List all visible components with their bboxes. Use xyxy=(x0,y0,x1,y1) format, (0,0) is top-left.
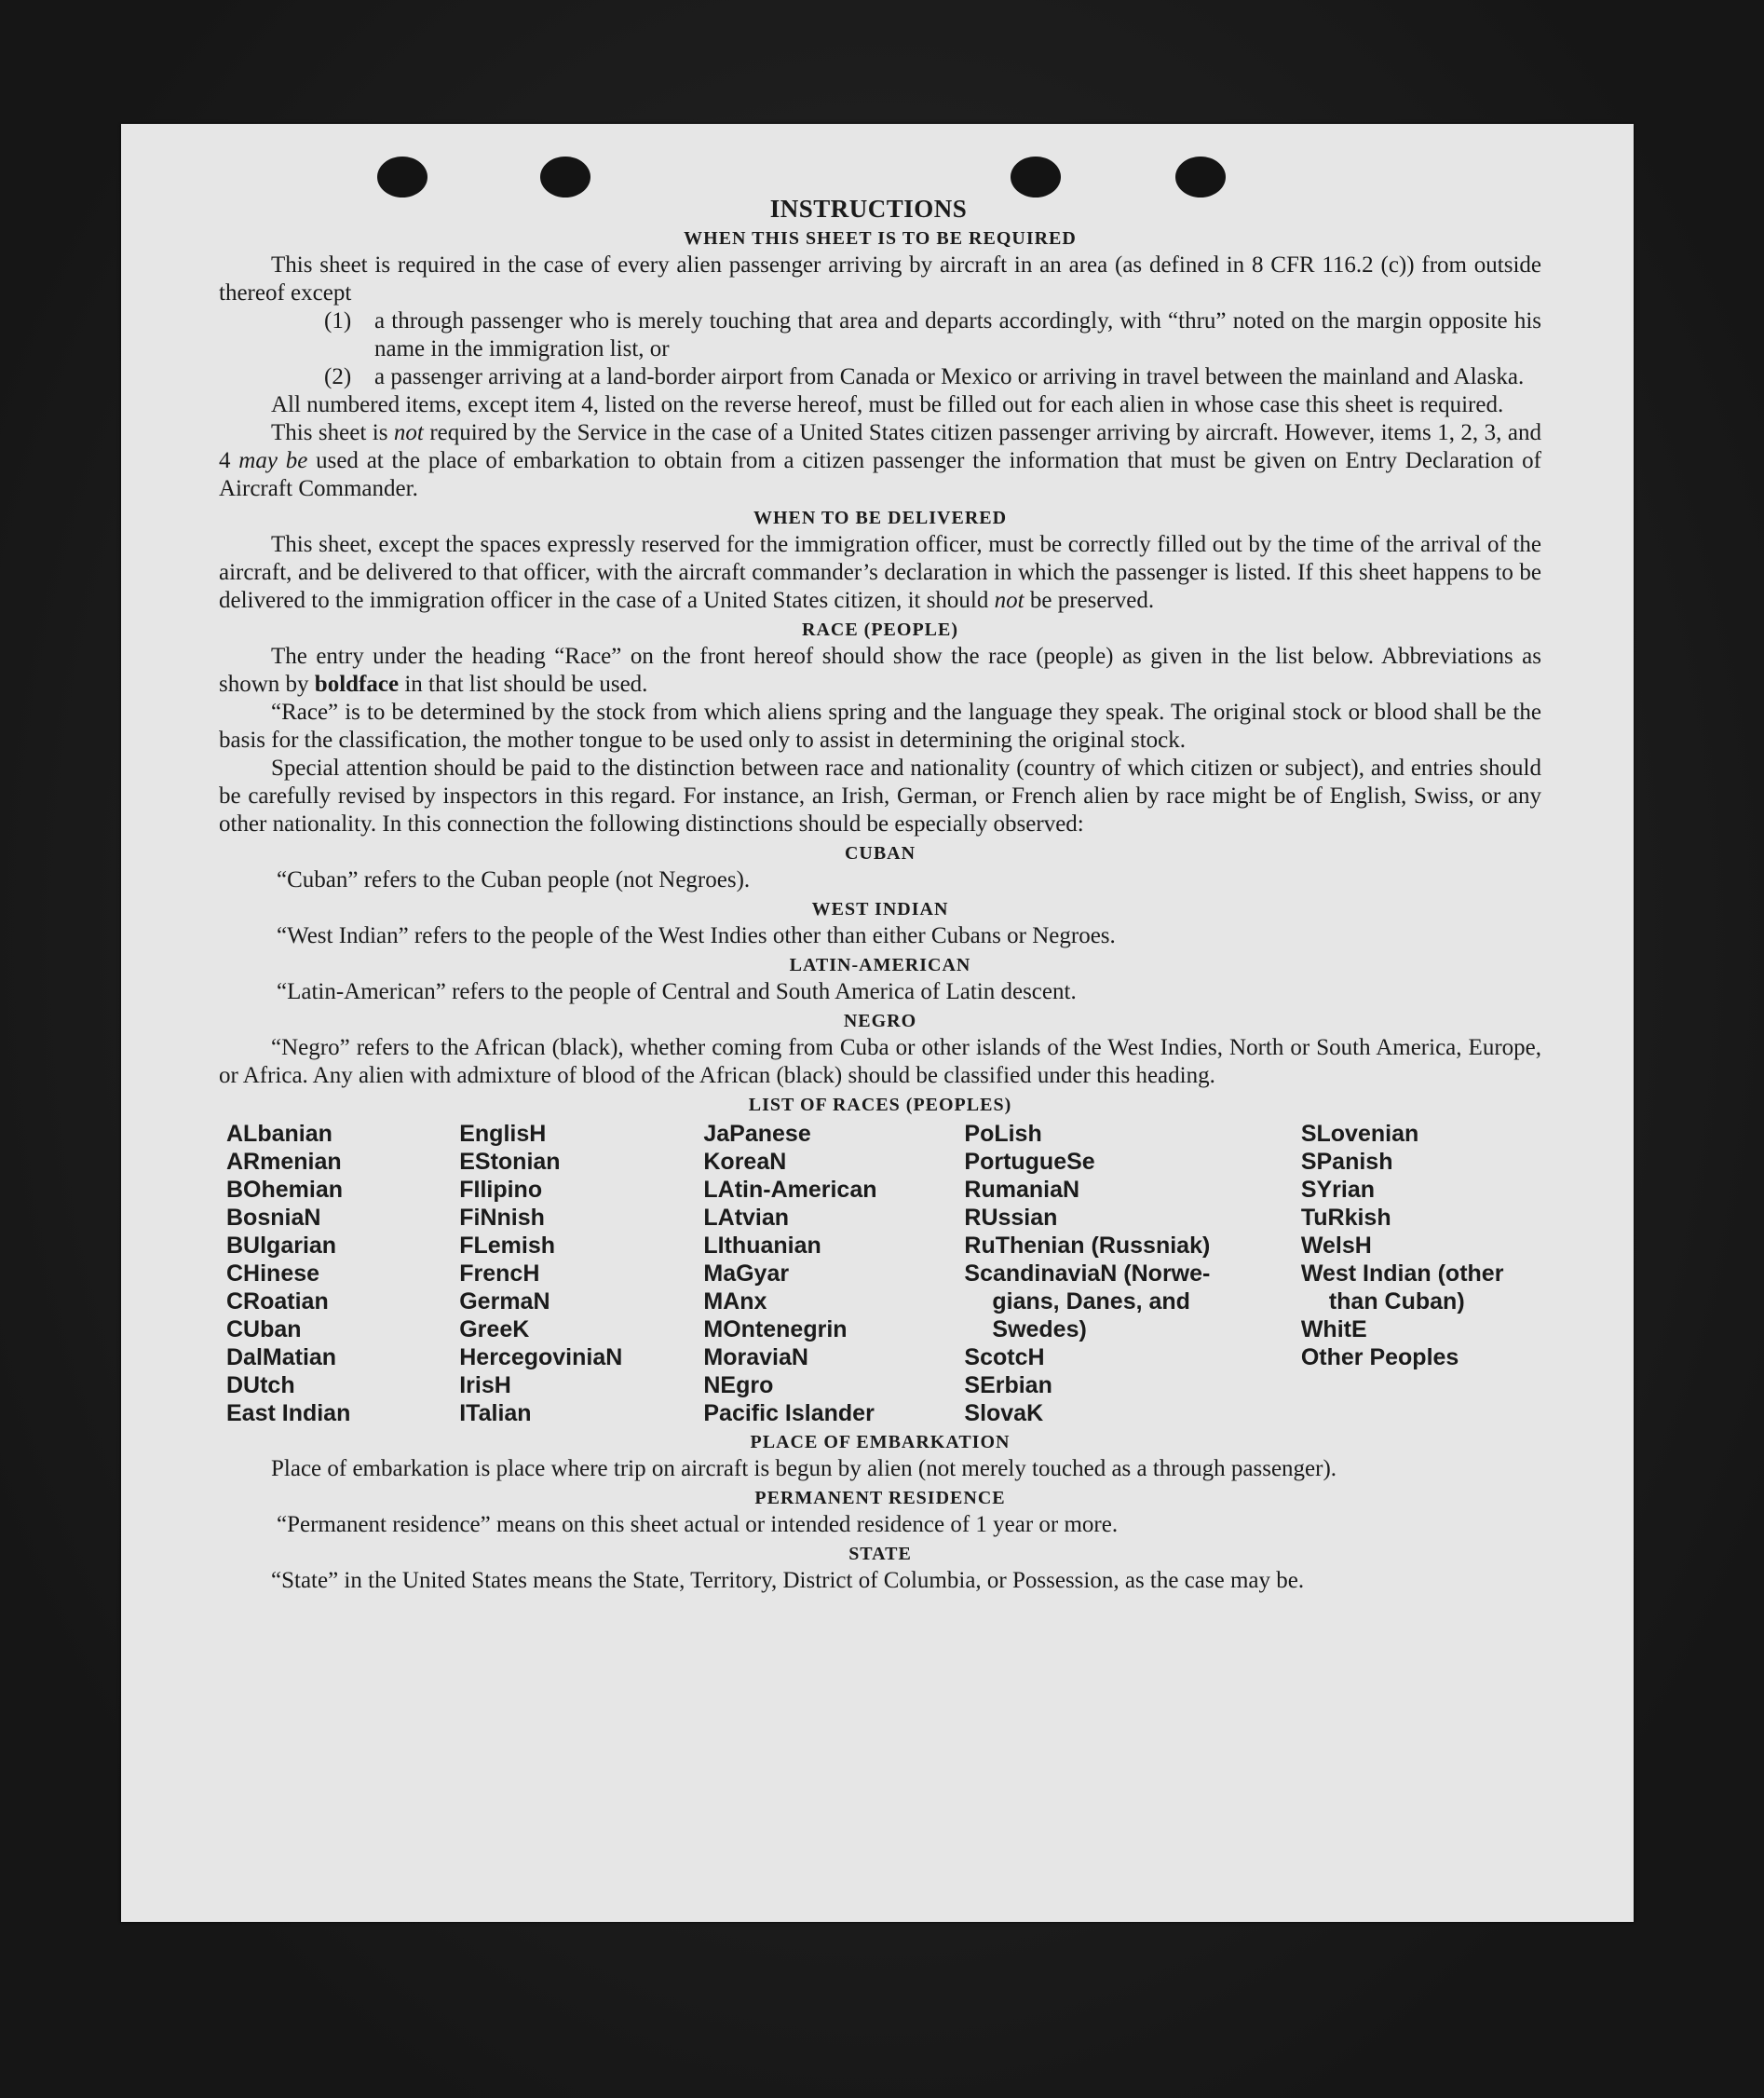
race-list-item: GermaN xyxy=(459,1288,550,1315)
race-list-item: FLemish xyxy=(459,1233,556,1259)
section-heading: NEGRO xyxy=(843,1011,917,1031)
paragraph xyxy=(219,643,1541,699)
punch-hole xyxy=(540,157,590,198)
race-list-item: GreeK xyxy=(459,1316,530,1342)
text-run: This sheet, except the spaces expressly reserved for the immigration officer, must be correctly filled out by the time of the arrival of the aircraft, and be delivered to that officer, with the aircraft commander’s declaration in which the passenger is listed. If this sheet happens to be delivered to the immigration officer in the case of a United States citizen, it should xyxy=(219,532,1541,613)
race-list-item: LIthuanian xyxy=(703,1233,821,1259)
race-list-item: BOhemian xyxy=(226,1177,344,1203)
race-list-item: ScotcH xyxy=(964,1344,1045,1370)
race-list-item: MOntenegrin xyxy=(703,1316,848,1342)
race-list-item: EnglisH xyxy=(459,1121,547,1147)
race-list-item: TuRkish xyxy=(1300,1205,1391,1231)
race-list-item: ITalian xyxy=(459,1400,532,1426)
item-text: a passenger arriving at a land-border airport from Canada or Mexico or arriving in travel between the mainland and Alaska. xyxy=(374,364,1525,389)
item-text: a through passenger who is merely touching that area and departs accordingly, with “thru” noted on the margin opposite his name in the immigration list, or xyxy=(374,308,1541,361)
race-column xyxy=(1301,1120,1541,1427)
race-list-item: SYrian xyxy=(1300,1177,1376,1203)
paragraph: “State” in the United States means the State, Territory, District of Columbia, or Possession, as the case may be. xyxy=(271,1568,1305,1593)
race-list-item: Pacific Islander xyxy=(703,1400,875,1426)
race-list-item: DalMatian xyxy=(226,1344,337,1370)
numbered-item xyxy=(219,363,1541,391)
race-list-item: BosniaN xyxy=(226,1205,321,1231)
race-list-item: MAnx xyxy=(703,1288,767,1315)
race-list-item: ALbanian xyxy=(226,1121,332,1147)
race-list-item: WelsH xyxy=(1300,1233,1372,1259)
text-run: in that list should be used. xyxy=(399,672,648,697)
race-list-item: CUban xyxy=(226,1316,302,1342)
section-heading: LATIN-AMERICAN xyxy=(789,955,971,975)
section-heading: RACE (PEOPLE) xyxy=(802,620,958,640)
race-list-item: RuThenian (Russniak) xyxy=(964,1233,1211,1259)
race-list-item: MoraviaN xyxy=(703,1344,808,1370)
race-list-item: CRoatian xyxy=(226,1288,329,1315)
section-heading: STATE xyxy=(848,1544,912,1564)
race-list-item: Other Peoples xyxy=(1300,1344,1459,1370)
text-run-bold: boldface xyxy=(314,672,400,697)
race-list-item: Swedes) xyxy=(992,1316,1087,1342)
race-list xyxy=(219,1120,1541,1427)
section-heading: WHEN THIS SHEET IS TO BE REQUIRED xyxy=(684,228,1077,249)
race-column xyxy=(219,1120,459,1427)
item-number: (2) xyxy=(324,364,352,389)
race-list-item: BUlgarian xyxy=(226,1233,337,1259)
race-list-item: FrencH xyxy=(459,1260,540,1287)
paragraph: “Negro” refers to the African (black), whether coming from Cuba or other islands of the West Indies, North or South America, Europe, or Africa. Any alien with admixture of blood of the African (black) should be classified under this heading. xyxy=(219,1035,1541,1088)
paragraph: Special attention should be paid to the distinction between race and nationality (country of which citizen or subject), and entries should be carefully revised by inspectors in this regard. For instance, an Irish, German, or French alien by race might be of English, Swiss, or any other nationality. In this connection the following distinctions should be especially observed: xyxy=(219,756,1541,837)
document-sheet xyxy=(121,124,1634,1922)
race-list-item: JaPanese xyxy=(703,1121,811,1147)
section-heading: PLACE OF EMBARKATION xyxy=(750,1432,1011,1452)
punch-hole xyxy=(1011,157,1061,198)
race-list-item: KoreaN xyxy=(703,1149,787,1175)
race-list-item: SPanish xyxy=(1300,1149,1393,1175)
numbered-item xyxy=(219,307,1541,363)
text-run: be preserved. xyxy=(1024,588,1155,613)
paragraph: “West Indian” refers to the people of the West Indies other than either Cubans or Negroes. xyxy=(277,923,1116,948)
punch-hole xyxy=(1175,157,1226,198)
race-list-item: gians, Danes, and xyxy=(992,1288,1190,1315)
race-list-item: RUssian xyxy=(964,1205,1058,1231)
race-list-item: FIlipino xyxy=(459,1177,543,1203)
text-run: This sheet is xyxy=(271,420,394,445)
paragraph: “Latin-American” refers to the people of Central and South America of Latin descent. xyxy=(277,979,1077,1004)
section-heading: WHEN TO BE DELIVERED xyxy=(753,508,1008,528)
race-column xyxy=(703,1120,964,1427)
race-list-item: LAtvian xyxy=(703,1205,790,1231)
paragraph: “Race” is to be determined by the stock from which aliens spring and the language they speak. The original stock or blood shall be the basis for the classification, the mother tongue to be used only to assist in determining the original stock. xyxy=(219,700,1541,753)
race-list-item: DUtch xyxy=(226,1372,295,1398)
race-list-item: than Cuban) xyxy=(1328,1288,1465,1315)
page-title: INSTRUCTIONS xyxy=(769,195,968,223)
race-list-item: West Indian (other xyxy=(1300,1260,1504,1287)
paragraph: All numbered items, except item 4, listed on the reverse hereof, must be filled out for each alien in whose case this sheet is required. xyxy=(271,392,1504,417)
race-list-item: WhitE xyxy=(1300,1316,1367,1342)
paragraph xyxy=(219,419,1541,503)
section-heading: PERMANENT RESIDENCE xyxy=(754,1488,1006,1508)
section-heading: WEST INDIAN xyxy=(811,899,949,920)
race-column xyxy=(964,1120,1300,1427)
text-run: required by the Service in the case of a United States citizen passenger arriving by aircraft. However, items 1, 2, 3, and 4 xyxy=(219,420,1541,473)
race-list-item: SlovaK xyxy=(964,1400,1044,1426)
text-run: used at the place of embarkation to obtain from a citizen passenger the information that must be given on Entry Declaration of Aircraft Commander. xyxy=(219,448,1542,501)
paragraph: Place of embarkation is place where trip on aircraft is begun by alien (not merely touched as a through passenger). xyxy=(271,1456,1337,1481)
race-list-item: FiNnish xyxy=(459,1205,545,1231)
race-list-item: EStonian xyxy=(459,1149,561,1175)
item-number: (1) xyxy=(324,308,352,334)
race-list-item: ScandinaviaN (Norwe- xyxy=(964,1260,1211,1287)
paragraph xyxy=(219,531,1541,615)
race-list-item: IrisH xyxy=(459,1372,511,1398)
paragraph: “Permanent residence” means on this sheet actual or intended residence of 1 year or more. xyxy=(277,1512,1119,1537)
race-list-item: PoLish xyxy=(964,1121,1042,1147)
section-heading: LIST OF RACES (PEOPLES) xyxy=(748,1095,1012,1115)
race-list-item: HercegoviniaN xyxy=(459,1344,623,1370)
text-run-italic: not xyxy=(393,420,424,445)
race-list-item: MaGyar xyxy=(703,1260,790,1287)
race-list-item: SErbian xyxy=(964,1372,1052,1398)
punch-hole xyxy=(377,157,427,198)
race-list-item: ARmenian xyxy=(226,1149,342,1175)
race-list-item: LAtin-American xyxy=(703,1177,877,1203)
document-body xyxy=(219,194,1541,1595)
section-heading: CUBAN xyxy=(844,843,916,864)
race-list-item: PortugueSe xyxy=(964,1149,1095,1175)
paragraph: “Cuban” refers to the Cuban people (not Negroes). xyxy=(277,867,751,892)
race-list-item: CHinese xyxy=(226,1260,320,1287)
paragraph: This sheet is required in the case of every alien passenger arriving by aircraft in an area (as defined in 8 CFR 116.2 (c)) from outside thereof except xyxy=(219,252,1541,306)
race-list-item: NEgro xyxy=(703,1372,774,1398)
race-list-item: SLovenian xyxy=(1300,1121,1419,1147)
race-list-item: RumaniaN xyxy=(964,1177,1080,1203)
text-run-italic: may be xyxy=(238,448,308,473)
text-run-italic: not xyxy=(994,588,1024,613)
race-column xyxy=(459,1120,703,1427)
text-run: The entry under the heading “Race” on the front hereof should show the race (people) as given in the list below. Abbreviations as shown by xyxy=(219,644,1541,697)
race-list-item: East Indian xyxy=(226,1400,351,1426)
